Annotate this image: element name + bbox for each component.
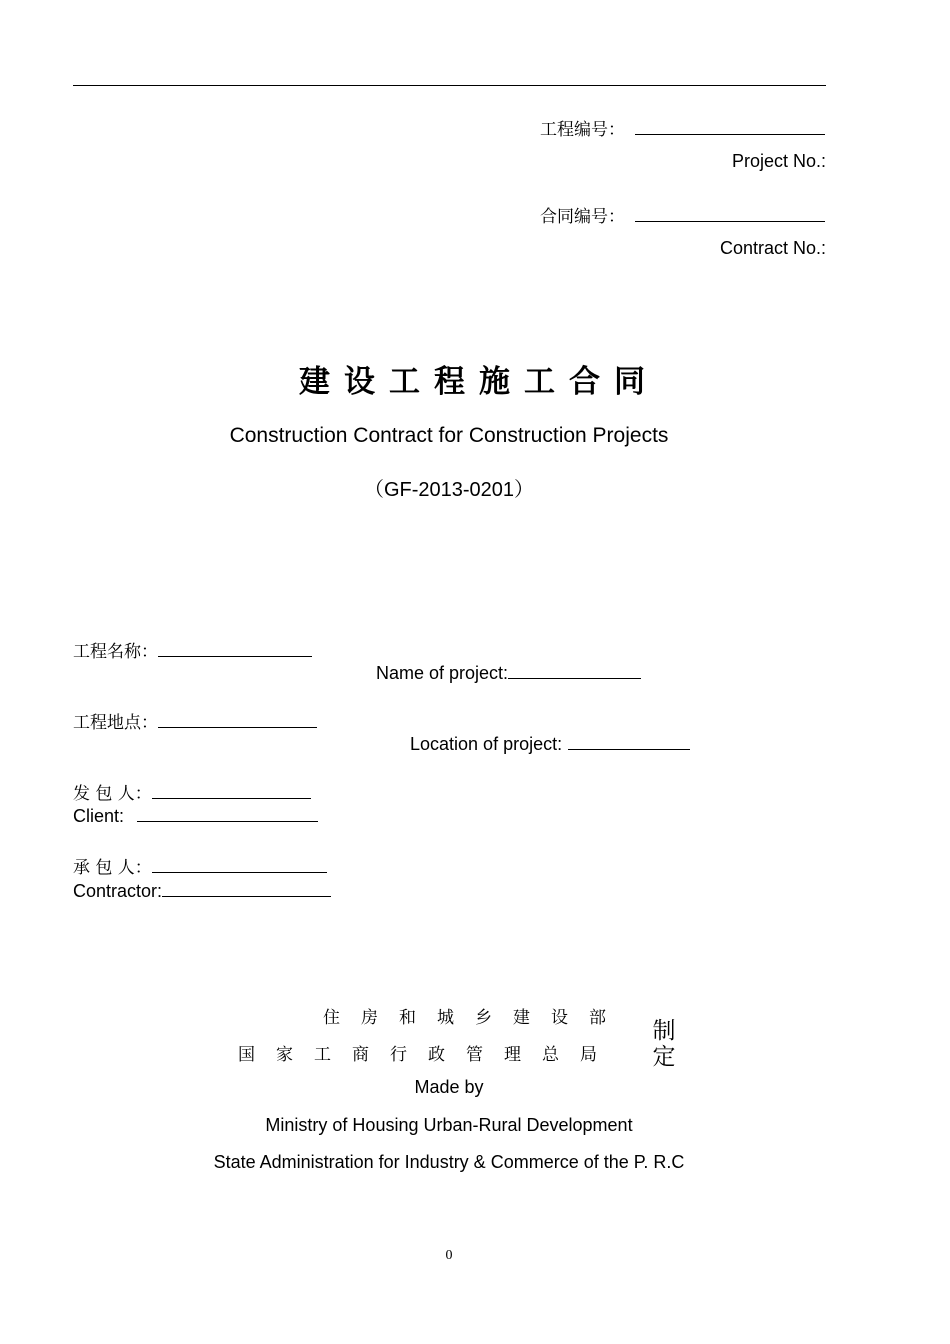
contractor-label-en: Contractor:: [73, 881, 163, 901]
contract-number-label-en: Contract No.:: [719, 238, 826, 258]
issuer-line2-en: State Administration for Industry & Commerce of the P. R.C: [213, 1152, 685, 1172]
client-label-zh: 发 包 人：: [73, 784, 152, 804]
page-number: 0: [445, 1248, 453, 1263]
location-label-zh: 工程地点：: [73, 713, 158, 733]
location-field-en[interactable]: [568, 731, 690, 750]
client-row-en: [73, 803, 318, 827]
contractor-row-en: [73, 878, 331, 902]
project-name-label-en: Name of project:: [376, 663, 509, 683]
project-name-row-en: [376, 660, 641, 684]
issuer-line2-zh: 国家工商行政管理总局: [238, 1045, 618, 1065]
contract-number-row: [540, 202, 825, 227]
project-number-field[interactable]: [635, 116, 825, 135]
project-number-row: [540, 115, 825, 140]
client-label-en: Client:: [73, 806, 125, 826]
location-row-zh: [73, 708, 317, 733]
title-en: Construction Contract for Construction Projects: [229, 424, 669, 447]
contractor-row-zh: [73, 853, 327, 878]
contractor-field-zh[interactable]: [152, 854, 327, 873]
contract-code: （GF-2013-0201）: [363, 479, 535, 501]
location-label-en: Location of project:: [410, 734, 563, 754]
client-field-en[interactable]: [137, 803, 318, 822]
contractor-field-en[interactable]: [162, 878, 331, 897]
contract-number-field[interactable]: [635, 203, 825, 222]
location-row-en: [410, 731, 690, 755]
issuer-line1-zh: 住房和城乡建设部: [323, 1008, 627, 1028]
client-row-zh: [73, 779, 311, 804]
location-field-zh[interactable]: [158, 709, 317, 728]
project-name-row-zh: [73, 637, 312, 662]
project-number-label-zh: 工程编号：: [540, 120, 625, 140]
project-name-field-en[interactable]: [508, 660, 641, 679]
client-field-zh[interactable]: [152, 780, 311, 799]
made-by-en: Made by: [414, 1077, 484, 1097]
header-rule: [73, 85, 826, 86]
contract-number-label-zh: 合同编号：: [540, 207, 625, 227]
project-name-field-zh[interactable]: [158, 638, 312, 657]
contractor-label-zh: 承 包 人：: [73, 858, 152, 878]
project-number-label-en: Project No.:: [731, 151, 826, 171]
title-zh: 建设工程施工合同: [299, 364, 659, 400]
made-zh: 制定: [652, 1018, 676, 1070]
project-name-label-zh: 工程名称：: [73, 642, 158, 662]
issuer-line1-en: Ministry of Housing Urban-Rural Development: [265, 1115, 633, 1135]
